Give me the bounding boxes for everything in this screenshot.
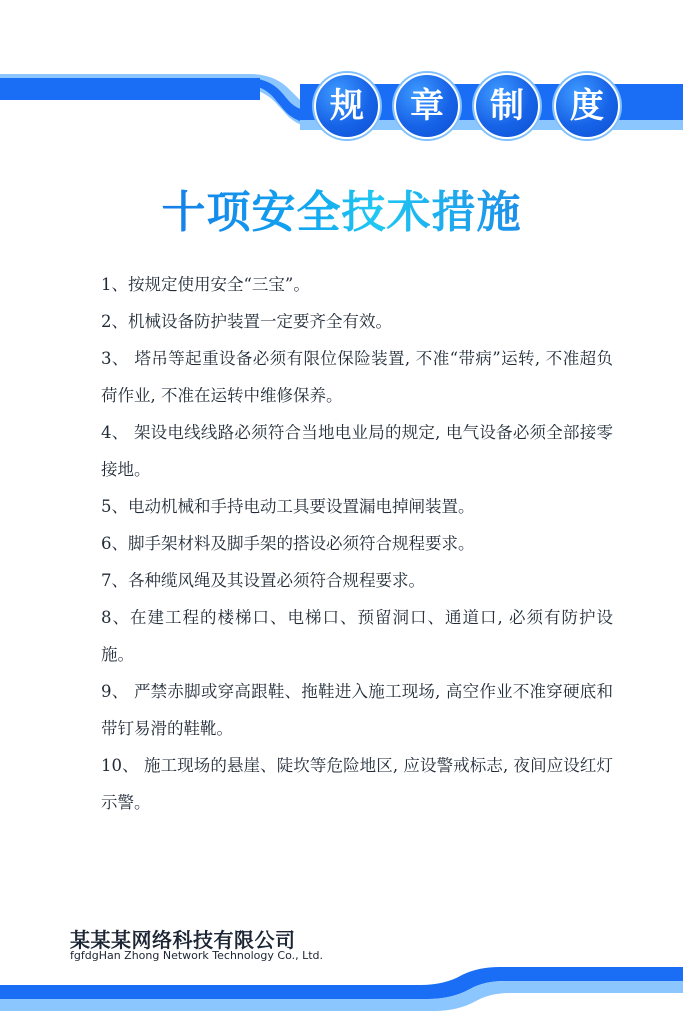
company-english-name: fgfdgHan Zhong Network Technology Co., Ltd. [70,949,324,962]
rule-item: 6、脚手架材料及脚手架的搭设必须符合规程要求。 [101,534,475,553]
company-name: 某某某网络科技有限公司 [70,928,296,952]
category-badge-row [314,73,620,139]
category-badge: 制 [474,73,540,139]
rule-item: 8、在建工程的楼梯口、电梯口、预留洞口、通道口, 必须有防护设施。 [101,608,613,664]
rule-item: 9、 严禁赤脚或穿高跟鞋、拖鞋进入施工现场, 高空作业不准穿硬底和带钉易滑的鞋靴。 [101,682,613,738]
category-badge: 规 [314,73,380,139]
rule-item: 4、 架设电线线路必须符合当地电业局的规定, 电气设备必须全部接零接地。 [101,423,613,479]
rule-item: 1、按规定使用安全“三宝”。 [101,275,310,294]
rule-item: 3、 塔吊等起重设备必须有限位保险装置, 不准“带病”运转, 不准超负荷作业, 不准在运转中维修保养。 [101,349,613,405]
category-badge: 章 [394,73,460,139]
rule-item: 10、 施工现场的悬崖、陡坎等危险地区, 应设警戒标志, 夜间应设红灯示警。 [101,756,613,812]
rule-item: 5、电动机械和手持电动工具要设置漏电掉闸装置。 [101,497,475,516]
rule-item: 7、各种缆风绳及其设置必须符合规程要求。 [101,571,425,590]
footer-band [0,965,683,1024]
category-badge: 度 [554,73,620,139]
page-title: 十项安全技术措施 [0,183,683,243]
footer-wave-graphic [0,965,683,1024]
rules-list [101,266,613,821]
rule-item: 2、机械设备防护装置一定要齐全有效。 [101,312,392,331]
